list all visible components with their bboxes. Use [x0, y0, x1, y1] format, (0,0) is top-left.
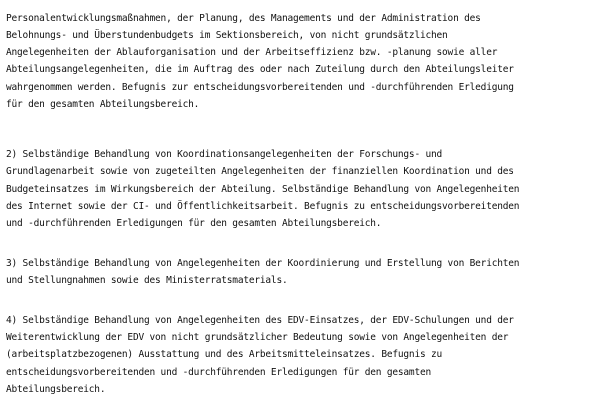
paragraph-4-line: 4) Selbständige Behandlung von Angelegenheiten des EDV-Einsatzes, der EDV-Schulungen und der [6, 315, 514, 326]
paragraph-2-line: des Internet sowie der CI- und Öffentlichkeitsarbeit. Befugnis zu entscheidungsvorbereitenden [6, 201, 520, 212]
paragraph-3-line: 3) Selbständige Behandlung von Angelegenheiten der Koordinierung und Erstellung von Berichten [6, 258, 520, 269]
paragraph-2-line: Budgeteinsatzes im Wirkungsbereich der Abteilung. Selbständige Behandlung von Angelegenheiten [6, 184, 520, 195]
paragraph-1-line: wahrgenommen werden. Befugnis zur entscheidungsvorbereitenden und -durchführenden Erledigung [6, 82, 514, 93]
paragraph-1-line: Angelegenheiten der Ablauforganisation und der Arbeitseffizienz bzw. -planung sowie aller [6, 47, 498, 58]
paragraph-4-line: (arbeitsplatzbezogenen) Ausstattung und des Arbeitsmitteleinsatzes. Befugnis zu [6, 349, 443, 360]
paragraph-2-line: und -durchführenden Erledigungen für den gesamten Abteilungsbereich. [6, 218, 382, 229]
paragraph-3-line: und Stellungnahmen sowie des Ministerratsmaterials. [6, 275, 288, 286]
paragraph-2-line: Grundlagenarbeit sowie von zugeteilten Angelegenheiten der finanziellen Koordination und des [6, 166, 514, 177]
paragraph-2-line: 2) Selbständige Behandlung von Koordinationsangelegenheiten der Forschungs- und [6, 149, 443, 160]
paragraph-1-line: für den gesamten Abteilungsbereich. [6, 99, 200, 110]
paragraph-4-line: Weiterentwicklung der EDV von nicht grundsätzlicher Bedeutung sowie von Angelegenheiten der [6, 332, 509, 343]
paragraph-1-line: Abteilungsangelegenheiten, die im Auftrag des oder nach Zuteilung durch den Abteilungsleiter [6, 64, 514, 75]
paragraph-4-line: Abteilungsbereich. [6, 384, 106, 395]
paragraph-4-line: entscheidungsvorbereitenden und -durchführenden Erledigungen für den gesamten [6, 367, 432, 378]
paragraph-1-line: Belohnungs- und Überstundenbudgets im Sektionsbereich, von nicht grundsätzlichen [6, 30, 448, 41]
paragraph-1-line: Personalentwicklungsmaßnahmen, der Planung, des Managements und der Administration des [6, 13, 481, 24]
